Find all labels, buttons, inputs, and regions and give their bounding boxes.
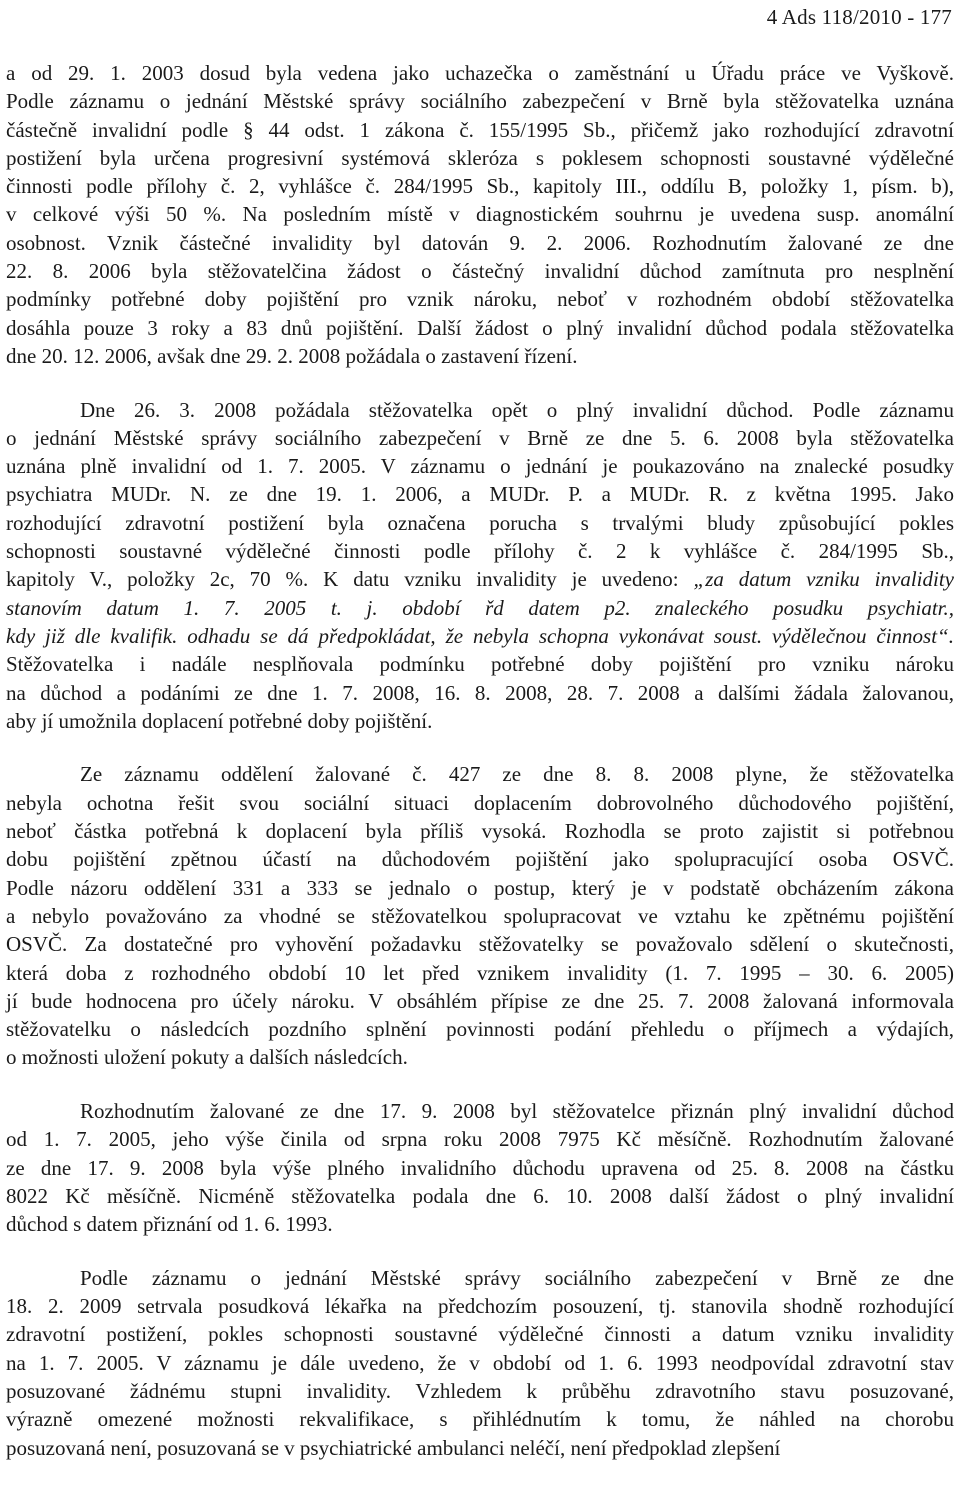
text-line: aby jí umožnila doplacení potřebné doby pojištění.: [6, 708, 433, 733]
paragraph: [6, 1097, 954, 1238]
text-line: v celkové výši 50 %. Na posledním místě v diagnostickém souhrnu je uvedena susp. anomální: [6, 202, 954, 227]
text-line: posuzovaná není, posuzovaná se v psychiatrické ambulanci neléčí, není předpoklad zlepšení: [6, 1435, 781, 1460]
text-line: nebyla ochotna řešit svou sociální situaci doplacením dobrovolného důchodového pojištění,: [6, 790, 954, 815]
text-line: Rozhodnutím žalované ze dne 17. 9. 2008 byl stěžovatelce přiznán plný invalidní důchod: [80, 1098, 954, 1123]
text-line: dne 20. 12. 2006, avšak dne 29. 2. 2008 požádala o zastavení řízení.: [6, 343, 578, 368]
text-line: na důchod a podáními ze dne 1. 7. 2008, 16. 8. 2008, 28. 7. 2008 a dalšími žádala žalovanou,: [6, 680, 954, 705]
text-line: Dne 26. 3. 2008 požádala stěžovatelka opět o plný invalidní důchod. Podle záznamu: [80, 397, 954, 422]
text-line: neboť částka potřebná k doplacení byla příliš vysoká. Rozhodla se proto zajistit si potřebnou: [6, 819, 954, 844]
text-line: uznána plně invalidní od 1. 7. 2005. V záznamu o jednání je poukazováno na znalecké posudky: [6, 454, 954, 479]
text-line: Podle záznamu o jednání Městské správy sociálního zabezpečení v Brně ze dne: [80, 1265, 954, 1290]
paragraph-gap: [6, 370, 954, 395]
text-line: výrazně omezené možnosti rekvalifikace, s přihlédnutím k tomu, že náhled na chorobu: [6, 1407, 954, 1432]
text-line: OSVČ. Za dostatečné pro vyhovění požadavku stěžovatelky se považovalo sdělení o skutečnosti,: [6, 932, 954, 957]
text-line: osobnost. Vznik částečné invalidity byl datován 9. 2. 2006. Rozhodnutím žalované ze dne: [6, 230, 954, 255]
text-line: na 1. 7. 2005. V záznamu je dále uvedeno, že v období od 1. 6. 1993 neodpovídal zdravotní stav: [6, 1350, 954, 1375]
text-line: rozhodující zdravotní postižení byla označena porucha s trvalými bludy způsobující pokles: [6, 510, 954, 535]
text-line: dosáhla pouze 3 roky a 83 dnů pojištění. Další žádost o plný invalidní důchod podala stěžovatelka: [6, 315, 954, 340]
text-line: psychiatra MUDr. N. ze dne 19. 1. 2006, a MUDr. P. a MUDr. R. z května 1995. Jako: [6, 482, 954, 507]
paragraph: [6, 760, 954, 1071]
text-line: 8022 Kč měsíčně. Nicméně stěžovatelka podala dne 6. 10. 2008 další žádost o plný invalidní: [6, 1183, 954, 1208]
text-line: Podle záznamu o jednání Městské správy sociálního zabezpečení v Brně byla stěžovatelka uznána: [6, 89, 954, 114]
text-line: činnosti podle přílohy č. 2, vyhlášce č. 284/1995 Sb., kapitoly III., oddílu B, položky 1, písm. b),: [6, 174, 954, 199]
text-line: jí bude hodnocena pro účely nároku. V obsáhlém přípise ze dne 25. 7. 2008 žalovaná informovala: [6, 988, 954, 1013]
paragraph: [6, 59, 954, 370]
paragraph: [6, 1264, 954, 1462]
text-line: částečně invalidní podle § 44 odst. 1 zákona č. 155/1995 Sb., přičemž jako rozhodující zdravotní: [6, 117, 954, 142]
document-body: [6, 59, 954, 1462]
text-line: 22. 8. 2006 byla stěžovatelčina žádost o částečný invalidní důchod zamítnuta pro nesplnění: [6, 259, 954, 284]
paragraph-gap: [6, 735, 954, 760]
text-line: stěžovatelku o následcích pozdního splnění povinnosti podání přehledu o příjmech a výdajích,: [6, 1017, 954, 1042]
text-line: kapitoly V., položky 2c, 70 %. K datu vzniku invalidity je uvedeno: „za datum vzniku invalidity: [6, 567, 954, 592]
text-line: podmínky potřebné doby pojištění pro vznik nároku, neboť v rozhodném období stěžovatelka: [6, 287, 954, 312]
text-line: postižení byla určena progresivní systémová skleróza s poklesem schopnosti soustavné výdělečné: [6, 145, 954, 170]
text-line: Ze záznamu oddělení žalované č. 427 ze dne 8. 8. 2008 plyne, že stěžovatelka: [80, 762, 954, 787]
paragraph: [6, 396, 954, 736]
text-line: Stěžovatelka i nadále nesplňovala podmínku potřebné doby pojištění pro vzniku nároku: [6, 652, 954, 677]
text-line: která doba z rozhodného období 10 let před vznikem invalidity (1. 7. 1995 – 30. 6. 2005): [6, 960, 954, 985]
text-line: zdravotní postižení, pokles schopnosti soustavné výdělečné činnosti a datum vzniku invalidity: [6, 1322, 954, 1347]
paragraph-gap: [6, 1072, 954, 1097]
text-line: dobu pojištění zpětnou účastí na důchodovém pojištění jako spolupracující osoba OSVČ.: [6, 847, 954, 872]
text-line: ze dne 17. 9. 2008 byla výše plného invalidního důchodu upravena od 25. 8. 2008 na částku: [6, 1155, 954, 1180]
text-line: a nebylo považováno za vhodné se stěžovatelkou spolupracovat ve vztahu ke zpětnému pojištění: [6, 903, 954, 928]
text-line: stanovím datum 1. 7. 2005 t. j. období řd datem p2. znaleckého posudku psychiatr.,: [6, 595, 954, 620]
text-line: posuzované žádnému stupni invalidity. Vzhledem k průběhu zdravotního stavu posuzované,: [6, 1378, 954, 1403]
text-line: a od 29. 1. 2003 dosud byla vedena jako uchazečka o zaměstnání u Úřadu práce ve Vyškově.: [6, 61, 954, 85]
text-line: o jednání Městské správy sociálního zabezpečení v Brně ze dne 5. 6. 2008 byla stěžovatelka: [6, 425, 954, 450]
text-line: důchod s datem přiznání od 1. 6. 1993.: [6, 1212, 333, 1237]
paragraph-gap: [6, 1238, 954, 1263]
text-line: kdy již dle kvalifik. odhadu se dá předpokládat, že nebyla schopna vykonávat soust. výdělečnou činnost“.: [6, 623, 954, 648]
text-line: 18. 2. 2009 setrvala posudková lékařka na předchozím posouzení, tj. stanovila shodně rozhodující: [6, 1294, 954, 1319]
text-line: schopnosti soustavné výdělečné činnosti podle přílohy č. 2 k vyhlášce č. 284/1995 Sb.,: [6, 539, 954, 564]
text-line: Podle názoru oddělení 331 a 333 se jednalo o postup, který je v podstatě obcházením zákona: [6, 875, 954, 900]
text-line: o možnosti uložení pokuty a dalších následcích.: [6, 1045, 408, 1070]
text-line: od 1. 7. 2005, jeho výše činila od srpna roku 2008 7975 Kč měsíčně. Rozhodnutím žalované: [6, 1127, 954, 1152]
page-header: 4 Ads 118/2010 - 177: [766, 5, 952, 29]
